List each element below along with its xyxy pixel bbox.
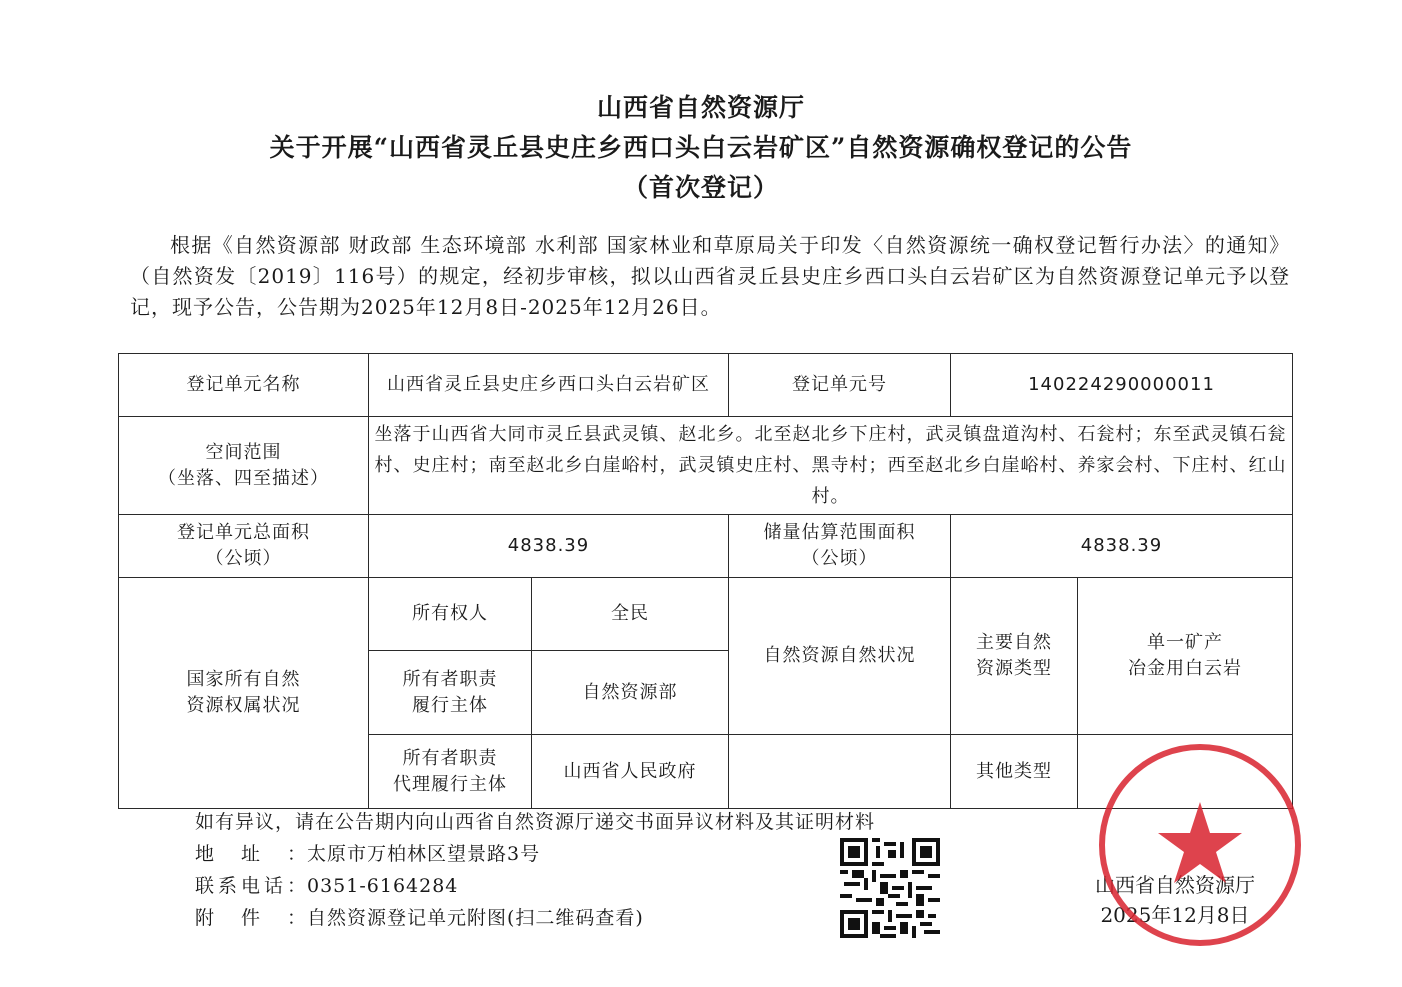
signature-date: 2025年12月8日	[1100, 903, 1250, 927]
attachment-value: 自然资源登记单元附图(扫二维码查看)	[307, 907, 644, 929]
agent-label-line2: 代理履行主体	[393, 773, 507, 795]
issuing-org: 山西省自然资源厅	[596, 93, 805, 122]
ownership-label-line2: 资源权属状况	[186, 695, 301, 716]
total-area-label-line1: 登记单元总面积	[177, 522, 310, 543]
attachment-line	[195, 902, 875, 934]
reserve-area-label-line2: （公顷）	[801, 548, 878, 569]
reserve-area-value: 4838.39	[951, 515, 1293, 578]
announcement-subtitle: （首次登记）	[622, 173, 779, 202]
natural-status-spacer	[729, 735, 951, 809]
intro-paragraph: 根据《自然资源部 财政部 生态环境部 水利部 国家林业和草原局关于印发〈自然资源统一确权登记暂行办法〉的通知》（自然资发〔2019〕116号）的规定，经初步审核，拟以山西省灵丘县史庄乡西口头白云岩矿区为自然资源登记单元予以登记，现予公告，公告期为2025年12月8日-2025年12月26日。	[130, 233, 1290, 319]
duty-label-line1: 所有者职责	[402, 668, 498, 690]
table-row	[119, 515, 1293, 578]
address-value: 太原市万柏林区望景路3号	[307, 843, 541, 865]
title-block	[0, 88, 1402, 208]
total-area-label-line2: （公顷）	[205, 548, 282, 569]
duty-label-line2: 履行主体	[412, 694, 488, 716]
official-seal-icon	[1095, 740, 1305, 950]
agent-value: 山西省人民政府	[532, 735, 729, 809]
footer-info	[195, 806, 875, 934]
other-type-label: 其他类型	[951, 735, 1078, 809]
main-type-value-line1: 单一矿产	[1147, 632, 1223, 653]
address-line	[195, 838, 875, 870]
qr-code-icon[interactable]	[840, 838, 940, 938]
objection-note: 如有异议，请在公告期内向山西省自然资源厅递交书面异议材料及其证明材料	[195, 811, 876, 833]
ownership-label	[119, 578, 369, 809]
reserve-area-label	[729, 515, 951, 578]
address-label: 地址：	[195, 843, 307, 865]
agent-label-line1: 所有者职责	[402, 747, 498, 769]
unit-no-value: 140224290000011	[951, 354, 1293, 417]
unit-name-value: 山西省灵丘县史庄乡西口头白云岩矿区	[369, 354, 729, 417]
main-type-label-line2: 资源类型	[976, 658, 1052, 679]
main-type-label	[951, 578, 1078, 735]
announcement-title: 关于开展“山西省灵丘县史庄乡西口头白云岩矿区”自然资源确权登记的公告	[269, 133, 1133, 162]
total-area-value: 4838.39	[369, 515, 729, 578]
main-type-value-line2: 冶金用白云岩	[1128, 658, 1242, 679]
space-label-line1: 空间范围	[205, 441, 282, 463]
phone-label: 联系电话：	[195, 875, 307, 897]
phone-value: 0351-6164284	[307, 875, 459, 897]
total-area-label	[119, 515, 369, 578]
attachment-label: 附件：	[195, 907, 307, 929]
owner-value: 全民	[532, 578, 729, 651]
reserve-area-label-line1: 储量估算范围面积	[763, 522, 916, 543]
space-label-line2: （坐落、四至描述）	[158, 467, 329, 489]
duty-value: 自然资源部	[532, 651, 729, 735]
table-row	[119, 578, 1293, 651]
table-row	[119, 417, 1293, 515]
phone-line	[195, 870, 875, 902]
agent-label	[369, 735, 532, 809]
table-row	[119, 354, 1293, 417]
unit-no-label: 登记单元号	[729, 354, 951, 417]
owner-label: 所有权人	[369, 578, 532, 651]
main-type-value	[1078, 578, 1293, 735]
duty-label	[369, 651, 532, 735]
space-description: 坐落于山西省大同市灵丘县武灵镇、赵北乡。北至赵北乡下庄村，武灵镇盘道沟村、石瓮村；东至武灵镇石瓮村、史庄村；南至赵北乡白崖峪村，武灵镇史庄村、黑寺村；西至赵北乡白崖峪村、养家会村、下庄村、红山村。	[369, 417, 1293, 515]
ownership-label-line1: 国家所有自然	[186, 669, 301, 690]
signature-org: 山西省自然资源厅	[1095, 873, 1255, 897]
natural-status-label: 自然资源自然状况	[729, 578, 951, 735]
space-label	[119, 417, 369, 515]
unit-name-label: 登记单元名称	[119, 354, 369, 417]
main-type-label-line1: 主要自然	[976, 632, 1052, 653]
